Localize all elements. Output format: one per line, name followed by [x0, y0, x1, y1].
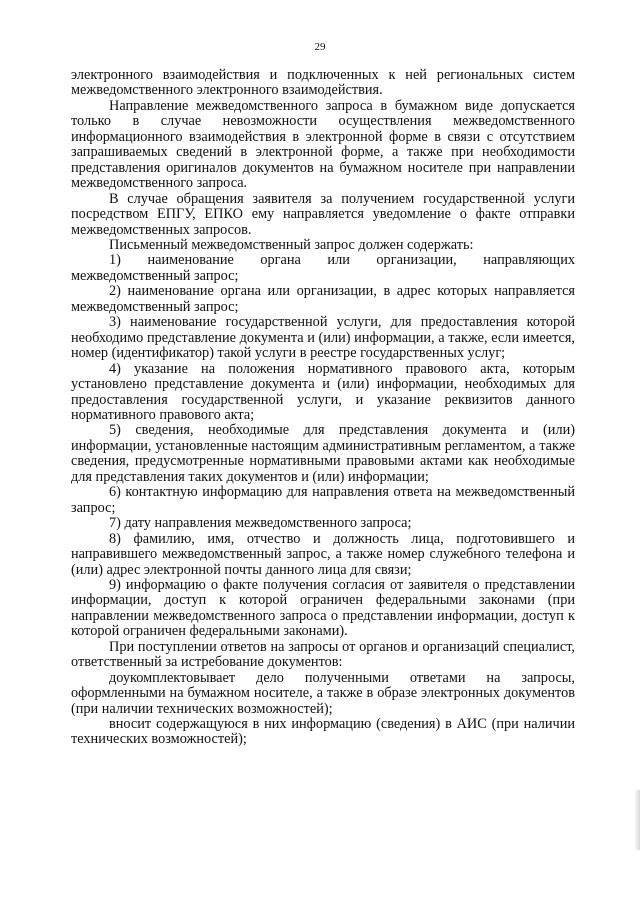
document-body — [71, 68, 575, 748]
paragraph: Письменный межведомственный запрос должен содержать: — [109, 236, 474, 253]
list-item: 5) сведения, необходимые для представления документа и (или) информации, установленные настоящим административным регламентом, а также сведения, предусмотренные нормативными правовыми актами как необходимые для представления таких документов и (или) информации; — [71, 422, 575, 485]
list-item: 6) контактную информацию для направления ответа на межведомственный запрос; — [71, 484, 575, 516]
list-item: 1) наименование органа или организации, направляющих межведомственный запрос; — [71, 252, 575, 284]
list-item: 7) дату направления межведомственного запроса; — [109, 515, 412, 532]
paragraph: доукомплектовывает дело полученными ответами на запросы, оформленными на бумажном носителе, а также в образе электронных документов (при наличии технических возможностей); — [71, 669, 575, 717]
paragraph: В случае обращения заявителя за получением государственной услуги посредством ЕПГУ, ЕПКО ему направляется уведомление о факте отправки межведомственных запросов. — [71, 190, 575, 238]
list-item: 3) наименование государственной услуги, для предоставления которой необходимо представление документа и (или) информации, а также, если имеется, номер (идентификатор) такой услуги в реестре государственных услуг; — [71, 314, 575, 362]
paragraph: При поступлении ответов на запросы от органов и организаций специалист, ответственный за истребование документов: — [71, 638, 575, 671]
paragraph: вносит содержащуюся в них информацию (сведения) в АИС (при наличии технических возможностей); — [71, 716, 575, 748]
list-item: 2) наименование органа или организации, в адрес которых направляется межведомственный запрос; — [71, 283, 575, 315]
list-item: 4) указание на положения нормативного правового акта, которым установлено представление документа и (или) информации, необходимых для предоставления государственной услуги, и указание реквизитов данного нормативного правового акта; — [71, 360, 575, 423]
paragraph: электронного взаимодействия и подключенных к ней региональных систем межведомственного электронного взаимодействия. — [71, 67, 575, 99]
page-number: 29 — [314, 41, 326, 53]
list-item: 8) фамилию, имя, отчество и должность лица, подготовившего и направившего межведомственный запрос, а также номер служебного телефона и (или) адрес электронной почты данного лица для связи; — [71, 530, 575, 578]
list-item: 9) информацию о факте получения согласия от заявителя о представлении информации, доступ к которой ограничен федеральными законами (при направлении межведомственного запроса о представлении информации, доступ к которой ограничен федеральными законами). — [71, 576, 575, 640]
scan-edge-shadow — [634, 790, 640, 850]
paragraph: Направление межведомственного запроса в бумажном виде допускается только в случае невозможности осуществления межведомственного информационного взаимодействия в электронной форме в связи с отсутствием запрашиваемых сведений в электронной форме, а также при необходимости представления оригиналов документов на бумажном носителе при направлении межведомственного запроса. — [71, 97, 575, 192]
